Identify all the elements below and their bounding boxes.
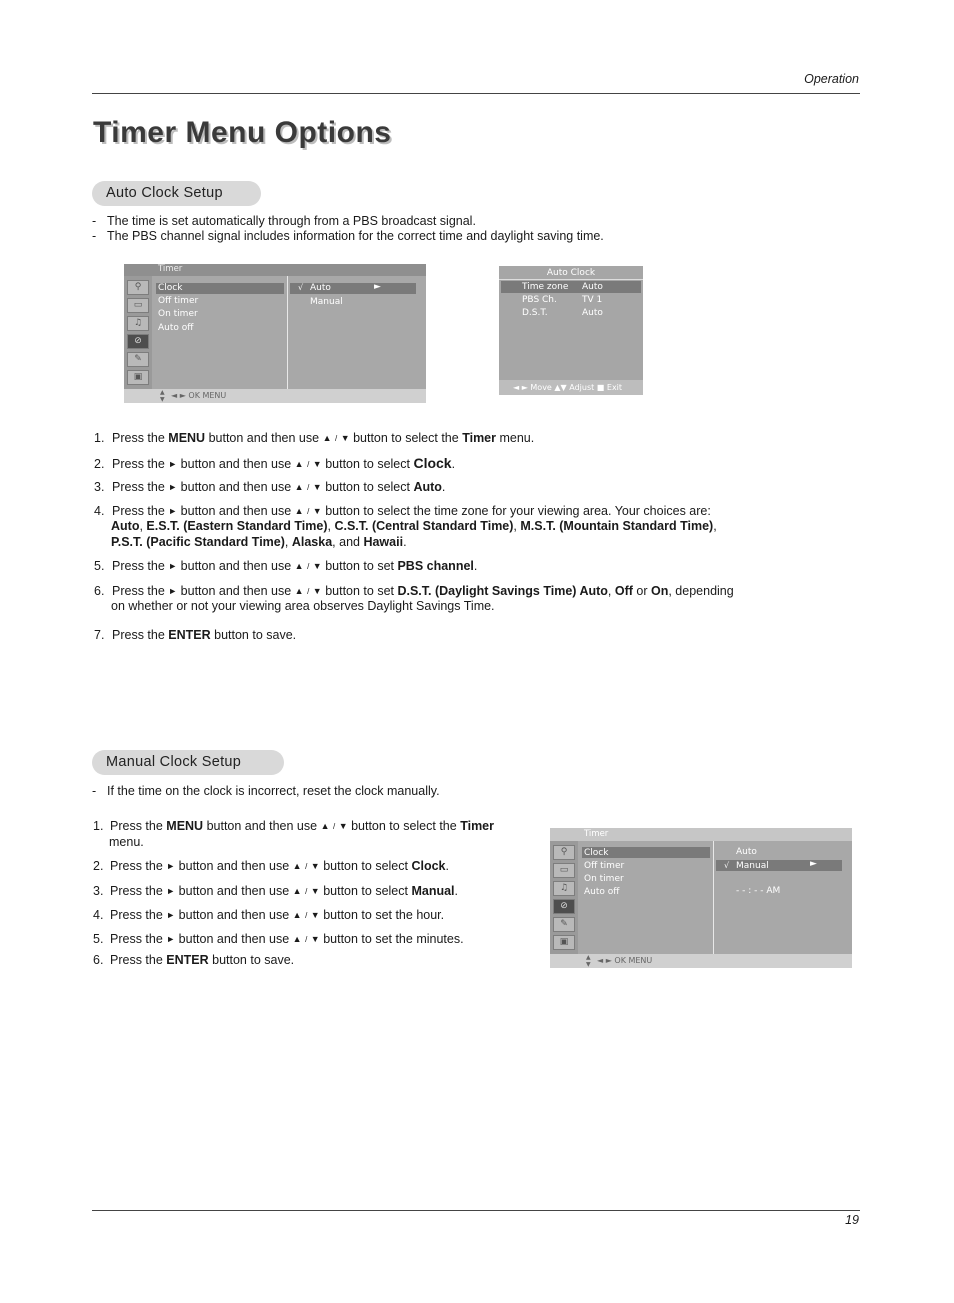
osd-footer: ▲▼ ◄ ► OK MENU [124, 389, 426, 403]
step-item: 6. Press the ENTER button to save. [93, 953, 295, 967]
section-label: Operation [804, 72, 859, 86]
check-icon: √ [724, 861, 730, 870]
auto-steps [94, 431, 794, 646]
osd-row-label: D.S.T. [522, 308, 548, 318]
osd-title-bar: Timer [124, 264, 426, 276]
manual-clock-heading: Manual Clock Setup [92, 750, 284, 775]
osd-divider [713, 841, 714, 954]
page-title: Timer Menu Options [93, 116, 392, 149]
osd-option-manual: Manual [310, 297, 343, 307]
sound-icon: ♫ [553, 881, 575, 896]
step-item: 1. Press the MENU button and then use ▲ / ▼ button to select the Timer [93, 819, 495, 833]
bullet-item: - The PBS channel signal includes information for the correct time and daylight saving time. [92, 229, 604, 243]
osd-row-value: Auto [582, 282, 603, 292]
page-number: 19 [845, 1213, 859, 1227]
check-icon: √ [298, 283, 304, 292]
header-rule [92, 93, 860, 94]
auto-clock-heading: Auto Clock Setup [92, 181, 261, 206]
antenna-icon: ⚲ [553, 845, 575, 860]
osd-footer: ◄ ► Move ▲▼ Adjust ■ Exit [499, 380, 643, 395]
right-arrow-icon: ► [374, 282, 381, 292]
manual-bullet: - If the time on the clock is incorrect, reset the clock manually. [92, 784, 440, 798]
osd-icon-column [550, 841, 578, 954]
osd-row-value: Auto [582, 308, 603, 318]
osd-icon-column [124, 276, 152, 389]
osd-row-label: Time zone [522, 282, 569, 292]
osd-item-off-timer: Off timer [158, 296, 199, 306]
osd-footer: ▲▼ ◄ ► OK MENU [550, 954, 852, 968]
osd-option-highlight [290, 283, 416, 294]
osd-item-on-timer: On timer [584, 874, 624, 884]
osd-option-manual: Manual [736, 861, 769, 871]
step-continuation: menu. [109, 835, 144, 849]
lock-icon: ▣ [553, 935, 575, 950]
step-item: 5. Press the ► button and then use ▲ / ▼ button to set the minutes. [93, 932, 464, 946]
step-choices-line: P.S.T. (Pacific Standard Time), Alaska, and Hawaii. [111, 535, 407, 549]
osd-item-on-timer: On timer [158, 309, 198, 319]
lock-icon: ▣ [127, 370, 149, 385]
step-item: 3. Press the ► button and then use ▲ / ▼ button to select Manual. [93, 884, 458, 898]
osd-item-auto-off: Auto off [584, 887, 620, 897]
step-item: 2. Press the ► button and then use ▲ / ▼ button to select Clock. [94, 455, 456, 471]
step-item: 5. Press the ► button and then use ▲ / ▼ button to set PBS channel. [94, 559, 478, 573]
step-item: 1. Press the MENU button and then use ▲ / ▼ button to select the Timer menu. [94, 431, 535, 445]
step-continuation: on whether or not your viewing area observes Daylight Savings Time. [111, 599, 495, 613]
step-item: 4. Press the ► button and then use ▲ / ▼ button to set the hour. [93, 908, 445, 922]
bullet-item: - The time is set automatically through from a PBS broadcast signal. [92, 214, 476, 228]
auto-bullets [92, 214, 792, 244]
manual-steps [93, 819, 533, 974]
option-icon: ✎ [127, 352, 149, 367]
option-icon: ✎ [553, 917, 575, 932]
osd-timer-menu [124, 264, 426, 403]
osd-item-clock: Clock [584, 848, 609, 858]
step-item: 2. Press the ► button and then use ▲ / ▼ button to select Clock. [93, 859, 449, 873]
osd-time-value: - - : - - AM [736, 886, 781, 896]
osd-title-bar: Timer [550, 828, 852, 841]
osd-auto-clock [499, 266, 643, 395]
osd-manual-timer [550, 828, 852, 968]
step-choices-line: Auto, E.S.T. (Eastern Standard Time), C.S.T. (Central Standard Time), M.S.T. (Mountain Standard Time), [111, 519, 717, 533]
timer-icon: ⊘ [127, 334, 149, 349]
osd-row-value: TV 1 [582, 295, 603, 305]
osd-auto-title: Auto Clock [546, 268, 596, 278]
osd-option-highlight [716, 860, 842, 871]
updown-icon: ▲▼ [160, 389, 165, 403]
step-item: 6. Press the ► button and then use ▲ / ▼ button to set D.S.T. (Daylight Savings Time) Auto, Off or On, depending [94, 584, 734, 598]
timer-icon: ⊘ [553, 899, 575, 914]
osd-option-auto: Auto [310, 283, 331, 293]
step-item: 4. Press the ► button and then use ▲ / ▼ button to select the time zone for your viewing area. Your choices are: [94, 504, 711, 518]
sound-icon: ♫ [127, 316, 149, 331]
osd-item-clock: Clock [158, 283, 183, 293]
updown-icon: ▲▼ [586, 954, 591, 968]
osd-row-label: PBS Ch. [522, 295, 557, 305]
step-item: 7. Press the ENTER button to save. [94, 628, 297, 642]
picture-icon: ▭ [553, 863, 575, 878]
right-arrow-icon: ► [810, 859, 817, 869]
osd-option-auto: Auto [736, 847, 757, 857]
footer-rule [92, 1210, 860, 1211]
osd-item-off-timer: Off timer [584, 861, 625, 871]
step-item: 3. Press the ► button and then use ▲ / ▼ button to select Auto. [94, 480, 446, 494]
osd-divider [287, 276, 288, 389]
antenna-icon: ⚲ [127, 280, 149, 295]
picture-icon: ▭ [127, 298, 149, 313]
osd-item-auto-off: Auto off [158, 323, 194, 333]
